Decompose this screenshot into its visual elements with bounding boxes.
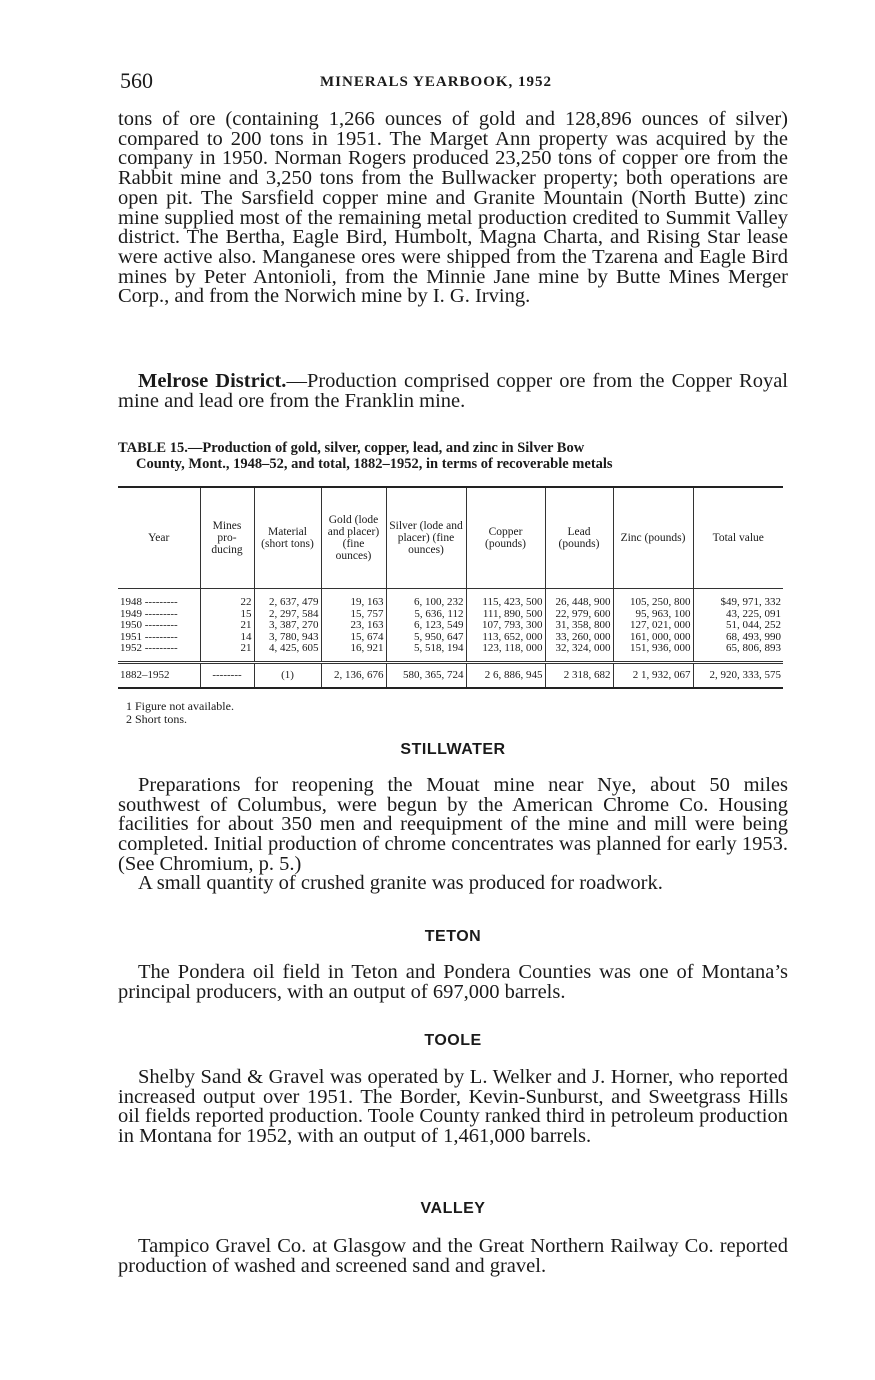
section-heading-toole: TOOLE: [424, 1032, 482, 1049]
cell-gold: 19, 163: [321, 589, 386, 609]
cell-zinc: 95, 963, 100: [613, 609, 693, 621]
header-mines: Mines pro-ducing: [200, 487, 254, 589]
section-heading-teton: TETON: [424, 928, 482, 945]
cell-lead: 22, 979, 600: [545, 609, 613, 621]
cell-total-value: 51, 044, 252: [693, 620, 783, 632]
header-lead: Lead (pounds): [545, 487, 613, 589]
production-table: [118, 486, 783, 689]
cell-material: 3, 387, 270: [254, 620, 321, 632]
cell-material: 3, 780, 943: [254, 632, 321, 644]
paragraph-summit-valley: tons of ore (containing 1,266 ounces of gold and 128,896 ounces of silver) compared to 200 tons in 1951. The Marget Ann property was acquired by the company in 1950. Norman Rogers produced 23,250 tons of copper ore from the Rabbit mine and 3,250 tons from the Bullwacker property; both operations are open pit. The Sarsfield copper mine and Granite Mountain (North Butte) zinc mine supplied most of the remaining metal production credited to Summit Valley district. The Bertha, Eagle Bird, Humbolt, Magna Charta, and Rising Star lease were active also. Manganese ores were shipped from the Tzarena and Eagle Bird mines by Peter Antonioli, from the Minnie Jane mine by Butte Mines Merger Corp., and from the Norwich mine by I. G. Irving.: [118, 108, 788, 308]
cell-year: 1950 -----: [118, 620, 200, 632]
cell-silver: 5, 518, 194: [386, 643, 466, 662]
cell-total-silver: 580, 365, 724: [386, 662, 466, 688]
cell-total-period: 1882–1952: [120, 668, 170, 681]
cell-lead: 31, 358, 800: [545, 620, 613, 632]
cell-year: 1952 -----: [118, 643, 200, 662]
cell-year: 1951 -----: [118, 632, 200, 644]
header-silver: Silver (lode and placer) (fine ounces): [386, 487, 466, 589]
cell-zinc: 161, 000, 000: [613, 632, 693, 644]
cell-total-lead: 2 318, 682: [545, 662, 613, 688]
cell-gold: 23, 163: [321, 620, 386, 632]
cell-mines: 22: [200, 589, 254, 609]
cell-total-value: 43, 225, 091: [693, 609, 783, 621]
footnote-2: 2 Short tons.: [126, 712, 188, 726]
cell-total-value: 68, 493, 990: [693, 632, 783, 644]
section-heading-valley: VALLEY: [420, 1200, 486, 1217]
cell-total-gold: 2, 136, 676: [321, 662, 386, 688]
cell-total-material: (1): [254, 662, 321, 688]
cell-gold: 16, 921: [321, 643, 386, 662]
cell-total-value: $49, 971, 332: [693, 589, 783, 609]
header-gold: Gold (lode and placer) (fine ounces): [321, 487, 386, 589]
cell-copper: 123, 118, 000: [466, 643, 545, 662]
melrose-body: —Production comprised copper ore from the Copper Royal mine and lead ore from the Franklin mine.: [118, 370, 788, 412]
table-caption: [118, 440, 788, 472]
table-caption-line1: TABLE 15.—Production of gold, silver, copper, lead, and zinc in Silver Bow: [118, 440, 585, 456]
cell-total-zinc: 2 1, 932, 067: [613, 662, 693, 688]
table-total-row: [118, 662, 783, 688]
header-total-value: Total value: [693, 487, 783, 589]
table-caption-line2: County, Mont., 1948–52, and total, 1882–1952, in terms of recoverable metals: [136, 456, 613, 472]
cell-material: 2, 637, 479: [254, 589, 321, 609]
running-head: MINERALS YEARBOOK, 1952: [320, 74, 553, 90]
cell-copper: 111, 890, 500: [466, 609, 545, 621]
cell-mines: 21: [200, 620, 254, 632]
table-footnotes: [126, 700, 234, 726]
cell-total-mines: --------: [200, 662, 254, 688]
header-copper: Copper (pounds): [466, 487, 545, 589]
cell-silver: 5, 950, 647: [386, 632, 466, 644]
header-zinc: Zinc (pounds): [613, 487, 693, 589]
paragraph-stillwater-2: A small quantity of crushed granite was produced for roadwork.: [138, 872, 663, 894]
cell-total-value: 65, 806, 893: [693, 643, 783, 662]
cell-material: 2, 297, 584: [254, 609, 321, 621]
cell-material: 4, 425, 605: [254, 643, 321, 662]
paragraph-melrose: [118, 372, 788, 411]
footnote-1: 1 Figure not available.: [126, 699, 234, 713]
section-heading-stillwater: STILLWATER: [400, 741, 506, 758]
cell-silver: 6, 100, 232: [386, 589, 466, 609]
cell-lead: 33, 260, 000: [545, 632, 613, 644]
cell-copper: 107, 793, 300: [466, 620, 545, 632]
cell-copper: 115, 423, 500: [466, 589, 545, 609]
cell-gold: 15, 757: [321, 609, 386, 621]
cell-silver: 5, 636, 112: [386, 609, 466, 621]
cell-silver: 6, 123, 549: [386, 620, 466, 632]
paragraph-teton: The Pondera oil field in Teton and Pondera Counties was one of Montana’s principal producers, with an output of 697,000 barrels.: [118, 961, 788, 1003]
page-number: 560: [120, 68, 153, 93]
cell-mines: 15: [200, 609, 254, 621]
table-header-row: [118, 487, 783, 589]
paragraph-stillwater-1: Preparations for reopening the Mouat mine near Nye, about 50 miles southwest of Columbus, were begun by the American Chrome Co. Housing facilities for about 350 men and reequipment of the mine and mill were being completed. Initial production of chrome concentrates was planned for early 1953. (See Chromium, p. 5.): [118, 774, 788, 875]
page-header: [120, 68, 790, 98]
cell-gold: 15, 674: [321, 632, 386, 644]
cell-mines: 21: [200, 643, 254, 662]
cell-copper: 113, 652, 000: [466, 632, 545, 644]
cell-total-copper: 2 6, 886, 945: [466, 662, 545, 688]
cell-lead: 26, 448, 900: [545, 589, 613, 609]
cell-lead: 32, 324, 000: [545, 643, 613, 662]
header-material: Material (short tons): [254, 487, 321, 589]
header-year: Year: [118, 487, 200, 589]
cell-year: 1948 -----: [118, 589, 200, 609]
table-row: [118, 643, 783, 662]
paragraph-valley: Tampico Gravel Co. at Glasgow and the Great Northern Railway Co. reported production of washed and screened sand and gravel.: [118, 1235, 788, 1277]
cell-year: 1949 -----: [118, 609, 200, 621]
cell-zinc: 127, 021, 000: [613, 620, 693, 632]
cell-zinc: 151, 936, 000: [613, 643, 693, 662]
cell-mines: 14: [200, 632, 254, 644]
table-row: [118, 589, 783, 609]
cell-zinc: 105, 250, 800: [613, 589, 693, 609]
paragraph-toole: Shelby Sand & Gravel was operated by L. Welker and J. Horner, who reported increased output over 1951. The Border, Kevin-Sunburst, and Sweetgrass Hills oil fields reported production. Toole County ranked third in petroleum production in Montana for 1952, with an output of 1,461,000 barrels.: [118, 1066, 788, 1148]
melrose-heading: Melrose District.: [138, 370, 287, 392]
cell-total-value: 2, 920, 333, 575: [693, 662, 783, 688]
table-row: [118, 620, 783, 632]
